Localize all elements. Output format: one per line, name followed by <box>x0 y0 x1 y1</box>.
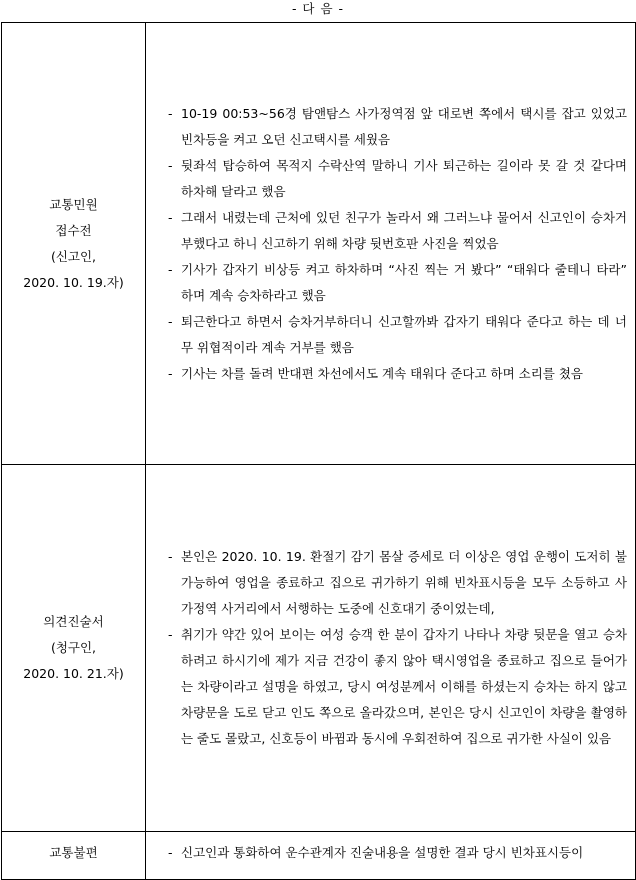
statement-table <box>1 22 636 880</box>
row-label-inconvenience <box>2 832 146 880</box>
list-item: - 퇴근한다고 하면서 승차거부하더니 신고할까봐 갑자기 태워다 준다고 하는 데 너무 위협적이라 계속 거부를 했음 <box>168 313 627 355</box>
label-line: 2020. 10. 21.자) <box>23 666 124 681</box>
row-content-complaint <box>146 23 636 465</box>
list-item: - 뒷좌석 탑승하여 목적지 수락산역 말하니 기사 퇴근하는 길이라 못 갈 것 같다며 하차해 달라고 했음 <box>168 157 627 199</box>
table-row <box>2 465 636 832</box>
table-row <box>2 23 636 465</box>
table-row <box>2 832 636 880</box>
label-line: 접수전 <box>55 222 92 238</box>
label-line: 교통불편 <box>49 844 98 860</box>
label-line: (청구인, <box>50 640 97 655</box>
list-item: - 취기가 약간 있어 보이는 여성 승객 한 분이 갑자기 나타나 차량 뒷문을 열고 승차하려고 하시기에 제가 지금 건강이 좋지 않아 택시영업을 종료하고 집으로 들어가는 차량이라고 설명을 하였고, 당시 여성분께서 이해를 하셨는지 승차는 하지 않고 차량문을 도로 닫고 인도 쪽으로 올라갔으며, 본인은 당시 신고인이 차량을 촬영하는 줄도 몰랐고, 신호등이 바뀜과 동시에 우회전하여 집으로 귀가한 사실이 있음 <box>168 627 627 746</box>
notice-heading: - 다 음 - <box>291 1 345 16</box>
row-content-inconvenience <box>146 832 636 880</box>
label-line: 2020. 10. 19.자) <box>23 274 124 290</box>
list-item: - 10-19 00:53~56경 탐앤탐스 사가정역점 앞 대로변 쪽에서 택시를 잡고 있었고 빈차등을 켜고 오던 신고택시를 세웠음 <box>168 105 627 147</box>
list-item: - 신고인과 통화하여 운수관계자 진술내용을 설명한 결과 당시 빈차표시등이 <box>168 844 584 860</box>
label-line: (신고인, <box>50 248 97 264</box>
row-label-complaint <box>2 23 146 465</box>
label-line: 의견진술서 <box>43 614 104 629</box>
list-item: - 기사가 갑자기 비상등 켜고 하차하며 “사진 찍는 거 봤다” “태워다 줄테니 타라” 하며 계속 승차하라고 했음 <box>168 261 627 303</box>
row-label-opinion <box>2 465 146 832</box>
label-line: 교통민원 <box>49 196 98 212</box>
list-item: - 본인은 2020. 10. 19. 환절기 감기 몸살 증세로 더 이상은 영업 운행이 도저히 불가능하여 영업을 종료하고 집으로 귀가하기 위해 빈차표시등을 모두 소등하고 사가정역 사거리에서 서행하는 도중에 신호대기 중이었는데, <box>168 549 627 616</box>
row-content-opinion <box>146 465 636 832</box>
list-item: - 그래서 내렸는데 근처에 있던 친구가 놀라서 왜 그러느냐 물어서 신고인이 승차거부했다고 하니 신고하기 위해 차량 뒷번호판 사진을 찍었음 <box>168 209 627 251</box>
list-item: - 기사는 차를 돌려 반대편 차선에서도 계속 태워다 준다고 하며 소리를 쳤음 <box>168 365 583 381</box>
